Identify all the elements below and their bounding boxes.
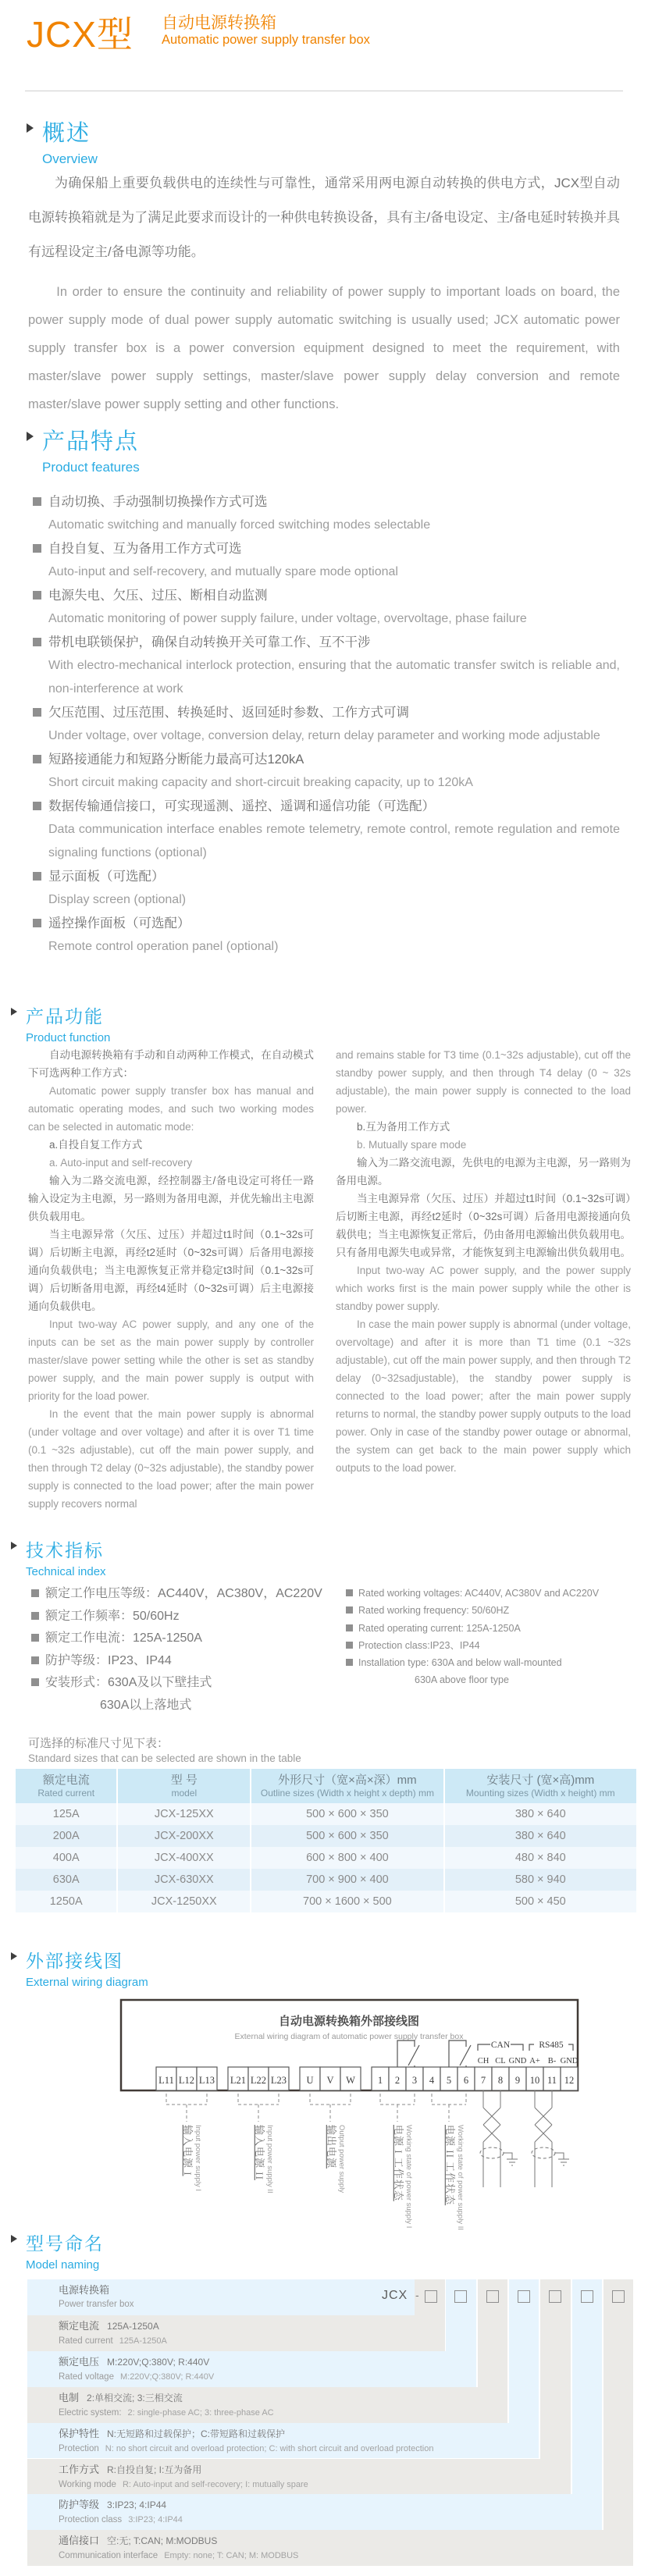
square-bullet-icon	[31, 1656, 39, 1664]
naming-line-zh	[59, 2391, 507, 2405]
naming-value-zh: M:220V;Q:380V; R:440V	[107, 2356, 210, 2368]
feature-text-zh: 欠压范围、过压范围、转换延时、返回延时参数、工作方式可调	[33, 701, 620, 724]
header-zh: 额定电流	[42, 1774, 90, 1787]
group-bracket	[166, 2094, 207, 2122]
naming-label-zh: 保护特性	[59, 2427, 100, 2439]
feature-text-en: Display screen (optional)	[48, 893, 187, 906]
function-column-left	[28, 1046, 314, 1513]
naming-dash: -	[415, 2289, 419, 2301]
group-bracket	[432, 2094, 466, 2122]
naming-placeholder-box	[425, 2290, 437, 2303]
naming-value-zh: R:自投自复; I:互为备用	[107, 2464, 202, 2475]
naming-placeholder-box	[581, 2290, 593, 2303]
naming-line-en	[59, 2477, 571, 2492]
naming-value-zh: 空:无; T:CAN; M:MODBUS	[107, 2535, 218, 2547]
feature-item	[33, 490, 620, 537]
triangle-icon	[11, 1952, 17, 1960]
naming-label-zh: 额定电压	[59, 2355, 100, 2368]
terminal-label: W	[346, 2075, 355, 2086]
naming-label-zh: 工作方式	[59, 2463, 100, 2475]
naming-line-en	[59, 2405, 507, 2420]
naming-placeholder-box	[549, 2290, 561, 2303]
tech-index-item: Rated operating current: 125A-1250A	[346, 1620, 631, 1637]
terminal-label: 11	[547, 2075, 557, 2086]
naming-line-en	[59, 2297, 415, 2311]
naming-column	[540, 2279, 571, 2459]
function-paragraph: In the event that the main power supply is abnormal (under voltage and over voltage) and after it is over T1 time (0.1 ~32s adjustable), cut off the main power supply, and then through T2 delay (0~32s adjustable), the standby power supply is connected to the load power; after the main power supply recovers normal	[28, 1408, 314, 1510]
sizes-intro-en: Standard sizes that can be selected are shown in the table	[28, 1752, 301, 1764]
terminal-label: 10	[529, 2075, 540, 2086]
heading-function-en: Product function	[26, 1031, 111, 1044]
heading-function-zh: 产品功能	[26, 1006, 104, 1026]
feature-text-en: Remote control operation panel (optional)	[48, 940, 279, 953]
naming-label-en: Protection	[59, 2443, 99, 2453]
function-paragraph: Input two-way AC power supply, and the power supply which works first is the main power supply while the other is standby power supply.	[336, 1265, 631, 1312]
section-heading-overview	[27, 116, 98, 167]
table-cell: JCX-400XX	[117, 1847, 251, 1869]
tech-index-item: 额定工作电压等级：AC440V，AC380V，AC220V	[31, 1583, 328, 1606]
function-paragraph: 输入为二路交流电源，经控制器主/备电设定可将任一路输入设定为主电源，另一路则为备用电源，并优先输出主电源供负载用电。	[28, 1175, 314, 1222]
tech-index-item: Rated working frequency: 50/60HZ	[346, 1602, 631, 1619]
square-bullet-icon	[33, 591, 41, 600]
tech-index-item: 额定工作电流：125A-1250A	[31, 1628, 328, 1650]
group-bracket	[380, 2094, 415, 2122]
naming-line-zh	[59, 2283, 415, 2297]
function-paragraph: 自动电源转换箱有手动和自动两种工作模式，在自动模式下可选两种工作方式：	[28, 1049, 314, 1079]
header-en: model	[171, 1788, 198, 1799]
heading-overview-en: Overview	[42, 151, 98, 166]
naming-column	[572, 2279, 603, 2494]
table-cell: 200A	[16, 1825, 117, 1847]
tech-index-item: Rated working voltages: AC440V, AC380V and AC220V	[346, 1585, 631, 1602]
brand-model: JCX型	[27, 14, 134, 55]
features-list	[33, 490, 620, 959]
naming-row	[27, 2423, 539, 2459]
naming-placeholder-box	[486, 2290, 499, 2303]
table-row	[16, 1803, 636, 1825]
square-bullet-icon	[346, 1589, 353, 1596]
triangle-icon	[27, 432, 34, 441]
table-cell: JCX-1250XX	[117, 1891, 251, 1912]
group-label-zh: 输出电源	[326, 2125, 337, 2169]
section-heading-tech	[11, 1536, 106, 1578]
heading-naming-zh: 型号命名	[26, 2233, 104, 2254]
feature-item	[33, 912, 620, 959]
group-label-en: Working state of power supply II	[456, 2125, 465, 2230]
terminal-label: 12	[564, 2075, 575, 2086]
section-heading-naming	[11, 2229, 104, 2272]
square-bullet-icon	[346, 1624, 353, 1631]
naming-value-en: M:220V;Q:380V; R:440V	[119, 2371, 215, 2382]
feature-text-en: Data communication interface enables remote telemetry, remote control, remote regulation and remote signaling functions (optional)	[48, 823, 620, 859]
table-cell: 700 × 1600 × 500	[251, 1891, 443, 1912]
terminal-label: 3	[411, 2075, 418, 2086]
bus-pin-label: GND	[508, 2057, 527, 2065]
function-paragraph: a.自投自复工作方式	[49, 1139, 143, 1151]
tech-index-item-cont: 630A以上落地式	[100, 1698, 192, 1712]
heading-overview-zh: 概述	[42, 121, 91, 146]
header-zh: 外形尺寸（宽×高×深）mm	[278, 1774, 417, 1787]
section-heading-function	[11, 1002, 110, 1044]
naming-line-en	[59, 2333, 445, 2348]
function-paragraph: 当主电源异常（欠压、过压）并超过t1时间（0.1~32s可调）后切断主电源，再经t2延时（0~32s可调）后备用电源接通向负载供电；当主电源恢复正常后，仍由备用电源输出供负载用电。只有备用电源失电或异常，才能恢复到主电源输出供负载用电。	[336, 1193, 631, 1258]
table-header-cell	[251, 1769, 443, 1803]
naming-line-zh	[59, 2427, 539, 2441]
feature-text-zh: 短路接通能力和短路分断能力最高可达120kA	[33, 748, 620, 771]
terminal-label: 9	[514, 2075, 521, 2086]
table-cell: JCX-200XX	[117, 1825, 251, 1847]
terminal-label: 5	[446, 2075, 452, 2086]
naming-value-zh: 125A-1250A	[107, 2320, 159, 2332]
group-label-zh: 电源 II 工作状态	[444, 2125, 456, 2206]
table-cell: JCX-630XX	[117, 1869, 251, 1891]
table-row	[16, 1847, 636, 1869]
naming-value-en: R: Auto-input and self-recovery; I: mutually spare	[122, 2479, 308, 2489]
table-cell: 480 × 840	[444, 1847, 636, 1869]
bus-pin-label: CL	[495, 2057, 506, 2065]
naming-value-zh: 2:单相交流; 3:三相交流	[87, 2392, 183, 2403]
table-row	[16, 1891, 636, 1912]
overview-paragraph-zh: 为确保船上重要负载供电的连续性与可靠性，通常采用两电源自动转换的供电方式，JCX型自动电源转换箱就是为了满足此要求而设计的一种供电转换设备，具有主/备电设定、主/备电延时转换并具有远程设定主/备电源等功能。	[28, 176, 620, 259]
square-bullet-icon	[31, 1612, 39, 1620]
overview-paragraph-en: In order to ensure the continuity and reliability of power supply to important loads on board, the power supply mode of dual power supply automatic switching is usually used; JCX automatic power supply transfer box is a power conversion equipment designed to meet the requirement, with master/slave power supply settings, master/slave power supply delay conversion and remote master/slave power supply setting and other functions.	[28, 285, 620, 411]
section-heading-wiring	[11, 1947, 148, 1989]
header-zh: 型 号	[170, 1774, 198, 1787]
heading-wiring-en: External wiring diagram	[26, 1976, 148, 1989]
triangle-icon	[11, 2235, 17, 2243]
square-bullet-icon	[33, 708, 41, 717]
standard-sizes-table	[16, 1769, 636, 1912]
bus-pin-label: CH	[477, 2057, 490, 2065]
bus-pin-label: B-	[547, 2057, 557, 2065]
naming-label-en: Working mode	[59, 2479, 116, 2489]
naming-row	[27, 2315, 445, 2351]
table-cell: 1250A	[16, 1891, 117, 1912]
feature-text-zh: 自投自复、互为备用工作方式可选	[33, 537, 620, 560]
heading-naming-en: Model naming	[26, 2258, 100, 2272]
naming-label-zh: 电制	[59, 2391, 80, 2403]
rs485-label: RS485	[539, 2041, 564, 2050]
naming-row	[27, 2279, 415, 2315]
table-cell: 700 × 900 × 400	[251, 1869, 443, 1891]
square-bullet-icon	[33, 544, 41, 553]
terminal-label: L21	[230, 2075, 247, 2086]
naming-label-en: Communication interface	[59, 2551, 158, 2561]
table-header-cell	[444, 1769, 636, 1803]
naming-line-en	[59, 2441, 539, 2456]
table-cell: 600 × 800 × 400	[251, 1847, 443, 1869]
terminal-label: 2	[394, 2075, 401, 2086]
naming-line-en	[59, 2369, 476, 2384]
feature-text-zh: 遥控操作面板（可选配）	[33, 912, 620, 935]
triangle-icon	[11, 1008, 17, 1016]
table-cell: 500 × 600 × 350	[251, 1803, 443, 1825]
page-title: 自动电源转换箱	[162, 14, 276, 32]
square-bullet-icon	[346, 1659, 353, 1666]
tech-index-item: Installation type: 630A and below wall-mounted	[346, 1654, 631, 1671]
table-cell: 500 × 600 × 350	[251, 1825, 443, 1847]
header-en: Outline sizes (Width x height x depth) mm	[260, 1788, 434, 1799]
function-paragraph: b.互为备用工作方式	[357, 1121, 450, 1133]
feature-item	[33, 748, 620, 795]
group-label-zh: 电源 I 工作状态	[393, 2125, 404, 2201]
square-bullet-icon	[33, 919, 41, 927]
naming-label-zh: 电源转换箱	[59, 2284, 110, 2296]
function-paragraph: a. Auto-input and self-recovery	[49, 1157, 193, 1169]
naming-line-zh	[59, 2463, 571, 2477]
tech-index-item-cont: 630A above floor type	[415, 1674, 509, 1686]
table-cell: 400A	[16, 1847, 117, 1869]
naming-value-en: 2: single-phase AC; 3: three-phase AC	[127, 2407, 274, 2418]
terminal-label: 6	[463, 2075, 469, 2086]
table-header-row	[16, 1769, 636, 1803]
table-cell: 125A	[16, 1803, 117, 1825]
square-bullet-icon	[33, 497, 41, 506]
can-label: CAN	[490, 2041, 511, 2050]
feature-item	[33, 537, 620, 584]
naming-line-zh	[59, 2355, 476, 2369]
feature-text-en: Automatic monitoring of power supply failure, under voltage, overvoltage, phase failure	[48, 612, 527, 625]
diagram-title-en: External wiring diagram of automatic power supply transfer box	[234, 2032, 464, 2041]
square-bullet-icon	[31, 1589, 39, 1597]
group-label-en: Working state of power supply I	[404, 2125, 413, 2229]
group-label-en: Input power supply II	[265, 2125, 274, 2194]
table-cell: JCX-125XX	[117, 1803, 251, 1825]
feature-text-zh: 带机电联锁保护，确保自动转换开关可靠工作、互不干涉	[33, 631, 620, 654]
feature-text-en: Automatic switching and manually forced switching modes selectable	[48, 518, 431, 532]
table-header-cell	[16, 1769, 117, 1803]
feature-text-zh: 电源失电、欠压、过压、断相自动监测	[33, 584, 620, 607]
function-paragraph: and remains stable for T3 time (0.1~32s adjustable), cut off the standby power supply, and then through T4 delay (0 ~ 32s adjustable), the main power supply is connected to the load power.	[336, 1049, 631, 1115]
naming-placeholder-box	[612, 2290, 625, 2303]
naming-label-en: Rated voltage	[59, 2371, 114, 2382]
header-zh: 安装尺寸 (宽×高)mm	[486, 1774, 595, 1787]
section-heading-features	[27, 424, 140, 475]
square-bullet-icon	[346, 1642, 353, 1649]
heading-features-en: Product features	[42, 460, 140, 475]
tech-index-item: 防护等级：IP23、IP44	[31, 1650, 328, 1673]
naming-line-zh	[59, 2534, 633, 2548]
naming-line-zh	[59, 2498, 602, 2512]
feature-text-zh: 数据传输通信接口，可实现遥测、遥控、遥调和遥信功能（可选配）	[33, 795, 620, 818]
naming-placeholder-box	[454, 2290, 467, 2303]
group-bracket	[310, 2094, 351, 2122]
naming-value-en: 3:IP23; 4:IP44	[128, 2515, 183, 2525]
sizes-intro-zh: 可选择的标准尺寸见下表：	[28, 1737, 169, 1750]
function-paragraph: 输入为二路交流电源，先供电的电源为主电源，另一路则为备用电源。	[336, 1157, 631, 1187]
table-header-cell	[117, 1769, 251, 1803]
naming-row	[27, 2459, 571, 2495]
terminal-label: 7	[480, 2075, 486, 2086]
naming-line-en	[59, 2512, 602, 2527]
naming-label-zh: 额定电流	[59, 2319, 100, 2332]
square-bullet-icon	[33, 802, 41, 810]
function-paragraph: Automatic power supply transfer box has manual and automatic operating modes, and such two working modes can be selected in automatic mode:	[28, 1085, 314, 1133]
function-column-right	[336, 1046, 631, 1477]
naming-value-zh: 3:IP23; 4:IP44	[107, 2500, 167, 2511]
bus-pin-label: A+	[529, 2057, 540, 2065]
table-cell: 380 × 640	[444, 1803, 636, 1825]
naming-label-zh: 通信接口	[59, 2535, 100, 2547]
naming-value-en: N: no short circuit and overload protection; C: with short circuit and overload protection	[105, 2443, 434, 2453]
terminal-label: L12	[178, 2075, 195, 2086]
terminal-label: L23	[270, 2075, 287, 2086]
group-bracket	[238, 2094, 279, 2122]
ground-icon	[504, 2153, 518, 2165]
heading-tech-en: Technical index	[26, 1565, 106, 1578]
naming-value-en: Empty: none; T: CAN; M: MODBUS	[164, 2551, 299, 2561]
group-label-en: Output power supply	[337, 2125, 346, 2194]
tech-index-right	[346, 1585, 631, 1689]
naming-row	[27, 2387, 507, 2423]
naming-line-en	[59, 2548, 633, 2563]
bus-pin-label: GND	[560, 2057, 579, 2065]
ground-icon	[555, 2153, 569, 2165]
naming-label-en: Electric system:	[59, 2407, 122, 2418]
terminal-label: V	[326, 2075, 334, 2086]
naming-label-en: Power transfer box	[59, 2300, 134, 2309]
square-bullet-icon	[33, 638, 41, 646]
terminal-label: L11	[158, 2075, 174, 2086]
naming-line-zh	[59, 2319, 445, 2333]
feature-text-en: Under voltage, over voltage, conversion delay, return delay parameter and working mode adjustable	[48, 729, 600, 742]
square-bullet-icon	[33, 872, 41, 881]
feature-item	[33, 865, 620, 912]
header-en: Rated current	[37, 1788, 95, 1799]
table-row	[16, 1869, 636, 1891]
page-title-en: Automatic power supply transfer box	[162, 33, 370, 47]
terminal-label: 8	[497, 2075, 504, 2086]
twisted-pair	[535, 2090, 552, 2187]
naming-label-en: Protection class	[59, 2515, 123, 2525]
table-cell: 630A	[16, 1869, 117, 1891]
twisted-pair	[483, 2090, 500, 2187]
feature-text-zh: 自动切换、手动强制切换操作方式可选	[33, 490, 620, 514]
feature-item	[33, 631, 620, 701]
table-cell: 380 × 640	[444, 1825, 636, 1847]
function-paragraph: In case the main power supply is abnormal (under voltage, overvoltage) and after it is more than T1 time (0.1 ~32s adjustable), cut off the main power supply, and then through T2 delay (0~32sadjustable), the standby power supply is connected to the load power; after the main power supply returns to normal, the standby power supply outputs to the load power. Only in case of the standby power outage or abnormal, the system can get back to the main power supply which outputs to the load power.	[336, 1318, 631, 1474]
square-bullet-icon	[31, 1678, 39, 1686]
naming-placeholder-box	[518, 2290, 530, 2303]
feature-text-en: Short circuit making capacity and short-circuit breaking capacity, up to 120kA	[48, 776, 473, 789]
naming-column	[603, 2279, 634, 2530]
terminal-label: U	[306, 2075, 314, 2086]
terminal-label: 4	[429, 2075, 435, 2086]
table-row	[16, 1825, 636, 1847]
tech-index-left	[31, 1583, 328, 1717]
tech-index-item: Protection class:IP23、IP44	[346, 1637, 631, 1654]
naming-value-zh: N:无短路和过载保护；C:带短路和过载保护	[107, 2428, 286, 2439]
tech-index-item: 安装形式：630A及以下壁挂式	[31, 1672, 328, 1695]
square-bullet-icon	[33, 755, 41, 763]
heading-wiring-zh: 外部接线图	[26, 1951, 123, 1971]
table-cell: 500 × 450	[444, 1891, 636, 1912]
feature-text-zh: 显示面板（可选配）	[33, 865, 620, 888]
square-bullet-icon	[346, 1606, 353, 1614]
naming-row	[27, 2530, 633, 2566]
tech-index-item: 额定工作频率：50/60Hz	[31, 1606, 328, 1628]
naming-label-en: Rated current	[59, 2336, 113, 2346]
naming-label-zh: 防护等级	[59, 2499, 100, 2511]
triangle-icon	[11, 1542, 17, 1550]
heading-tech-zh: 技术指标	[26, 1540, 104, 1560]
group-label-zh: 输入电源 II	[254, 2125, 265, 2180]
function-paragraph: b. Mutually spare mode	[357, 1139, 467, 1151]
model-naming-table	[0, 2279, 648, 2570]
terminal-label: L13	[198, 2075, 215, 2086]
diagram-title-zh: 自动电源转换箱外部接线图	[278, 2016, 420, 2028]
table-cell: 580 × 940	[444, 1869, 636, 1891]
feature-text-en: Auto-input and self-recovery, and mutually spare mode optional	[48, 565, 398, 578]
feature-item	[33, 701, 620, 748]
group-label-zh: 输入电源 I	[182, 2125, 194, 2176]
header-en: Mounting sizes (Width x height) mm	[465, 1788, 615, 1799]
function-paragraph: Input two-way AC power supply, and any one of the inputs can be set as the main power supply by controller master/slave power setting while the other is set as standby power supply, and the main power supply is output with priority for the load power.	[28, 1318, 314, 1402]
naming-row	[27, 2351, 476, 2387]
heading-features-zh: 产品特点	[42, 429, 140, 454]
feature-text-en: With electro-mechanical interlock protection, ensuring that the automatic transfer switch is reliable and, non-interference at work	[48, 659, 620, 696]
square-bullet-icon	[31, 1634, 39, 1642]
terminal-label: 1	[377, 2075, 383, 2086]
terminal-label: L22	[250, 2075, 267, 2086]
naming-value-en: 125A-1250A	[119, 2336, 167, 2346]
triangle-icon	[27, 123, 34, 133]
group-label-en: Input power supply I	[194, 2125, 202, 2192]
feature-item	[33, 795, 620, 865]
naming-row	[27, 2494, 602, 2530]
feature-item	[33, 584, 620, 631]
naming-prefix: JCX	[382, 2289, 408, 2302]
function-paragraph: 当主电源异常（欠压、过压）并超过t1时间（0.1~32s可调）后切断主电源，再经t2延时（0~32s可调）后备用电源接通向负载供电；当主电源恢复正常并稳定t3时间（0.1~32s可调）后切断备用电源，再经t4延时（0~32s可调）后主电源接通向负载供电。	[28, 1229, 314, 1312]
